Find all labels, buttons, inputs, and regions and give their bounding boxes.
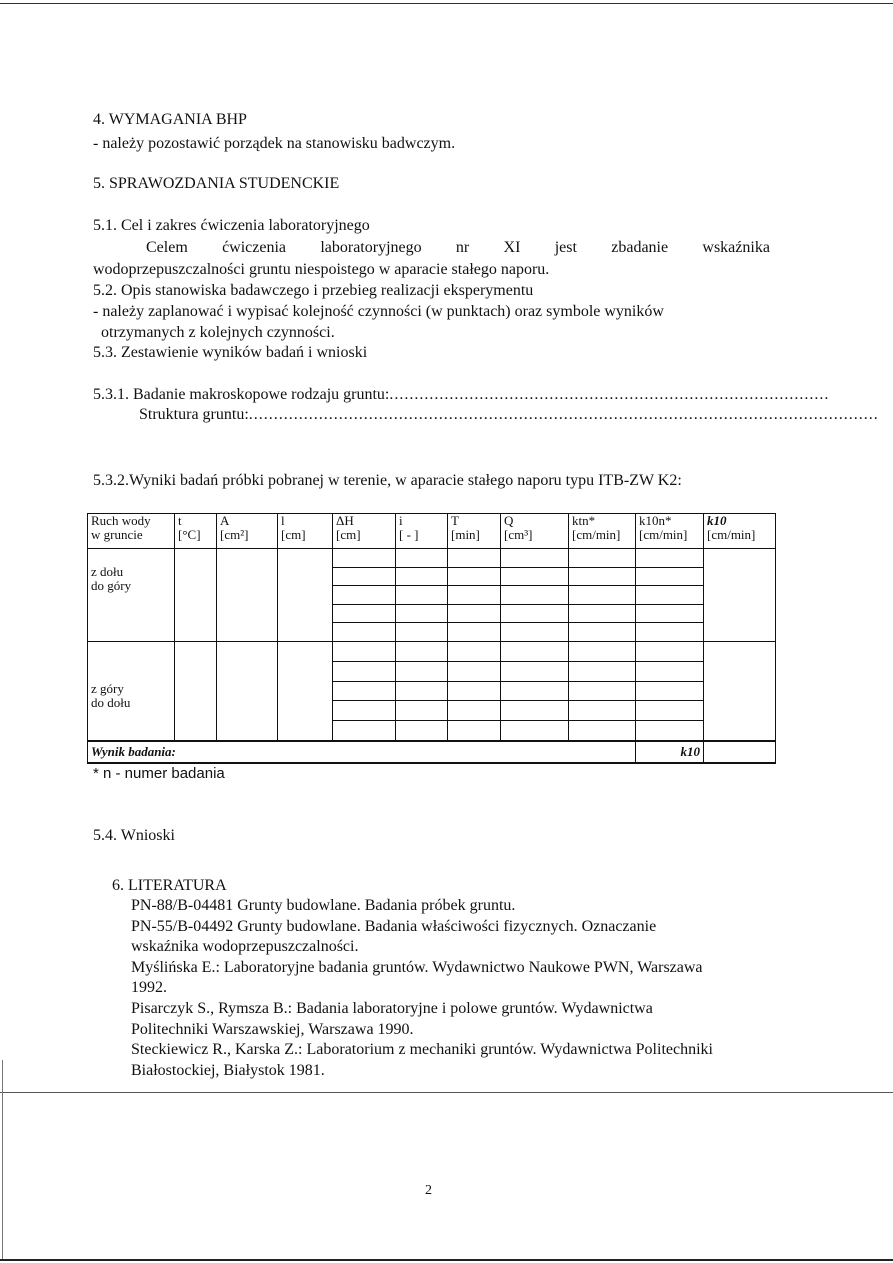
literature-line: PN-88/B-04481 Grunty budowlane. Badania próbek gruntu. (131, 897, 516, 914)
header-cell (333, 514, 396, 549)
table-cell (704, 642, 776, 742)
literature-list (131, 896, 713, 1081)
row-label-line: do góry (91, 578, 132, 593)
s531-struct-label: Struktura gruntu: (139, 406, 249, 423)
left-scan-edge (2, 1060, 3, 1260)
table-header-row (88, 514, 776, 549)
row-label-down (88, 642, 175, 742)
s54-title: 5.4. Wnioski (93, 827, 175, 844)
header-cell (448, 514, 501, 549)
header-name: l (281, 513, 285, 528)
s52-title: 5.2. Opis stanowiska badawczego i przebieg realizacji eksperymentu (93, 282, 534, 299)
table-cell-stack (448, 642, 501, 742)
header-unit: [cm] (281, 527, 306, 542)
header-name: ktn* (572, 513, 596, 528)
table-cell-stack (448, 549, 501, 642)
header-cell (217, 514, 278, 549)
header-unit: [min] (451, 527, 480, 542)
header-cell (569, 514, 636, 549)
table-cell-stack (333, 549, 396, 642)
header-unit: [cm²] (220, 527, 249, 542)
s53-title: 5.3. Zestawienie wyników badań i wnioski (93, 344, 368, 361)
table-cell (175, 549, 217, 642)
table-row-up (88, 549, 776, 642)
table-cell-stack (569, 549, 636, 642)
table-cell-stack (569, 642, 636, 742)
s531-struct-dotted-fill: .............................................................................................................................. (248, 406, 879, 423)
header-name: k10n* (639, 513, 672, 528)
header-name: T (451, 513, 459, 528)
s51-word: jest (554, 239, 577, 256)
s531-label: 5.3.1. Badanie makroskopowe rodzaju gruntu: (93, 386, 390, 403)
header-unit: [cm/min] (707, 527, 756, 542)
table-result-row (88, 741, 776, 763)
literature-heading: 6. LITERATURA (112, 877, 227, 894)
header-unit: [cm/min] (639, 527, 688, 542)
results-table (87, 513, 776, 764)
header-cell (501, 514, 569, 549)
literature-line: wskaźnika wodoprzepuszczalności. (131, 938, 359, 956)
page-number: 2 (425, 1183, 432, 1198)
header-name: A (220, 513, 230, 528)
s531-structure-line (139, 405, 879, 425)
top-scan-line (0, 3, 893, 4)
s532-title: 5.3.2.Wyniki badań próbki pobranej w terenie, w aparacie stałego naporu typu ITB-ZW K2: (93, 472, 682, 489)
literature-line: PN-55/B-04492 Grunty budowlane. Badania właściwości fizycznych. Oznaczanie (131, 917, 657, 935)
header-unit: [ - ] (399, 527, 419, 542)
table-cell (704, 549, 776, 642)
s51-word: nr (455, 239, 470, 256)
header-unit: [°C] (178, 527, 201, 542)
header-unit: [cm/min] (572, 527, 621, 542)
header-name: Ruch wody (91, 513, 151, 528)
s51-word: Celem (146, 239, 188, 256)
table-cell-stack (501, 549, 569, 642)
s531-line (93, 385, 830, 405)
table-row-down (88, 642, 776, 742)
header-cell (704, 514, 776, 549)
table-cell-stack (636, 549, 704, 642)
header-cell (175, 514, 217, 549)
header-name: k10 (707, 513, 727, 528)
table-cell (278, 642, 333, 742)
table-cell (175, 642, 217, 742)
s531-dotted-fill: ........................................................................................ (389, 386, 830, 403)
table-cell (217, 642, 278, 742)
table-cell (217, 549, 278, 642)
bottom-scan-line (0, 1092, 893, 1093)
header-name: ΔH (336, 513, 354, 528)
table-cell-stack (396, 549, 448, 642)
section5-heading: 5. SPRAWOZDANIA STUDENCKIE (93, 175, 340, 192)
s51-title: 5.1. Cel i zakres ćwiczenia laboratoryjnego (93, 217, 370, 234)
literature-line: Myślińska E.: Laboratoryjne badania gruntów. Wydawnictwo Naukowe PWN, Warszawa (131, 958, 703, 976)
s52-line1: - należy zaplanować i wypisać kolejność czynności (w punktach) oraz symbole wyników (93, 303, 664, 320)
literature-line: Pisarczyk S., Rymsza B.: Badania laboratoryjne i polowe gruntów. Wydawnictwa (131, 999, 653, 1017)
header-cell (396, 514, 448, 549)
s51-word: ćwiczenia (222, 239, 287, 256)
row-label-line: do dołu (91, 695, 131, 710)
header-cell (636, 514, 704, 549)
table-cell-stack (333, 642, 396, 742)
table-cell-stack (501, 642, 569, 742)
header-name: Q (504, 513, 514, 528)
s51-word: XI (503, 239, 521, 256)
table-cell (278, 549, 333, 642)
s51-line2: wodoprzepuszczalności gruntu niespoistego w aparacie stałego naporu. (93, 261, 550, 278)
section4-heading: 4. WYMAGANIA BHP (93, 111, 247, 128)
literature-line: Politechniki Warszawskiej, Warszawa 1990. (131, 1020, 414, 1038)
header-cell (88, 514, 175, 549)
s51-word: zbadanie (611, 239, 669, 256)
header-unit: [cm] (336, 527, 361, 542)
table-footnote: * n - numer badania (93, 765, 225, 782)
row-label-up (88, 549, 175, 642)
header-unit: w gruncie (91, 527, 143, 542)
row-label-line: z góry (91, 681, 124, 696)
header-name: t (178, 513, 182, 528)
s51-word: wskaźnika (702, 239, 770, 256)
literature-line: Steckiewicz R., Karska Z.: Laboratorium z mechaniki gruntów. Wydawnictwa Politechniki (131, 1041, 713, 1059)
header-unit: [cm³] (504, 527, 533, 542)
s52-line2: otrzymanych z kolejnych czynności. (101, 324, 335, 341)
table-cell-stack (396, 642, 448, 742)
result-label: Wynik badania: (88, 741, 636, 763)
literature-line: 1992. (131, 979, 167, 997)
result-value-cell (704, 741, 776, 763)
s51-word: laboratoryjnego (320, 239, 422, 256)
literature-line: Białostockiej, Białystok 1981. (131, 1061, 325, 1079)
row-label-line: z dołu (91, 564, 124, 579)
bottom-edge-line (0, 1259, 893, 1261)
section4-line: - należy pozostawić porządek na stanowisku badwczym. (93, 135, 456, 152)
table-cell-stack (636, 642, 704, 742)
header-name: i (399, 513, 403, 528)
result-symbol: k10 (636, 741, 704, 763)
s51-line1 (146, 238, 770, 258)
header-cell (278, 514, 333, 549)
